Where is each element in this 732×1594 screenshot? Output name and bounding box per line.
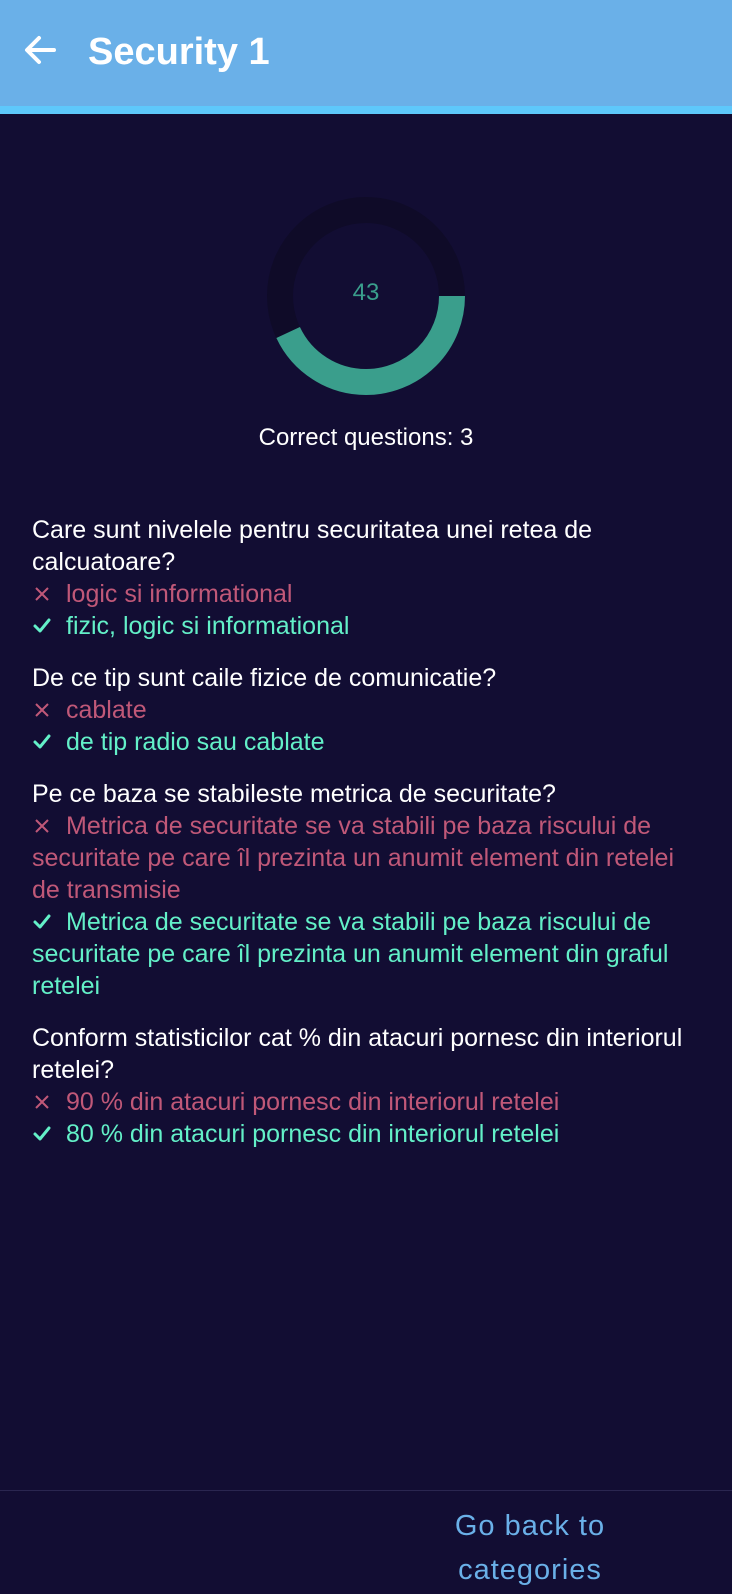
score-value: 43 [352,279,380,306]
close-icon [32,694,56,726]
result-item [32,1022,700,1150]
wrong-answer: Metrica de securitate se va stabili pe baza riscului de securitate pe care îl prezinta un anumit element din retelei de transmisie [32,812,675,904]
correct-questions-label: Correct questions: 3 [258,424,474,451]
wrong-answer: cablate [32,694,700,726]
close-icon [32,578,56,610]
close-icon [32,810,56,842]
result-item [32,662,700,758]
page-title: Security 1 [88,31,270,73]
result-item [32,514,700,642]
question-text: Pe ce baza se stabileste metrica de securitate? [32,780,556,808]
back-button[interactable] [20,30,60,70]
question-text: Conform statisticilor cat % din atacuri pornesc din interiorul retelei? [32,1024,683,1084]
arrow-left-icon [20,30,60,70]
check-icon [32,726,56,758]
app-bar [0,0,732,114]
result-item [32,778,700,1002]
footer-divider [0,1490,732,1491]
correct-answer: Metrica de securitate se va stabili pe baza riscului de securitate pe care îl prezinta un anumit element din graful retelei [32,908,669,1000]
check-icon [32,1118,56,1150]
check-icon [32,906,56,938]
results-list [32,514,700,1170]
score-ring [266,196,466,396]
correct-answer: de tip radio sau cablate [32,726,700,758]
correct-answer: fizic, logic si informational [32,610,700,642]
wrong-answer: 90 % din atacuri pornesc din interiorul retelei [32,1086,700,1118]
wrong-answer: logic si informational [32,578,700,610]
close-icon [32,1086,56,1118]
question-text: De ce tip sunt caile fizice de comunicatie? [32,664,497,692]
go-back-to-categories-button[interactable]: Go back to categories [454,1510,606,1586]
question-text: Care sunt nivelele pentru securitatea unei retea de calcuatoare? [32,516,593,576]
correct-answer: 80 % din atacuri pornesc din interiorul retelei [32,1118,700,1150]
check-icon [32,610,56,642]
